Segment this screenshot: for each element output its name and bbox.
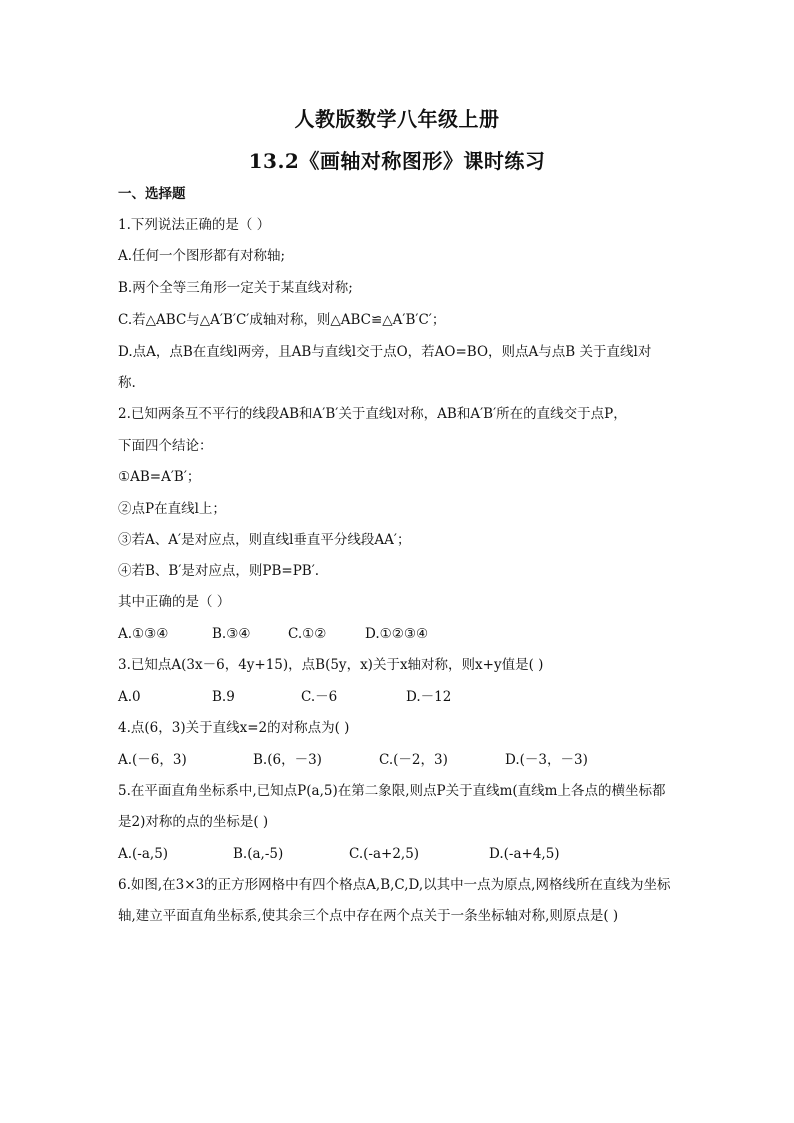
question-6-stem: 6.如图,在3×3的正方形网格中有四个格点A,B,C,D,以其中一点为原点,网格线所在直线为坐标 bbox=[118, 877, 671, 893]
question-2-stem: 2.已知两条互不平行的线段AB和A′B′关于直线l对称，AB和A′B′所在的直线交于点P， bbox=[118, 406, 627, 422]
question-1-option-a: A.任何一个图形都有对称轴; bbox=[118, 248, 286, 264]
question-3-stem: 3.已知点A(3x－6，4y+15)，点B(5y，x)关于x轴对称，则x+y值是( ) bbox=[118, 657, 544, 673]
question-2-option-b: B.③④ bbox=[212, 626, 251, 642]
section-heading: 一、选择题 bbox=[118, 186, 186, 202]
question-4-option-a: A.(－6，3) bbox=[118, 752, 187, 768]
page-title: 人教版数学八年级上册 bbox=[294, 107, 500, 131]
question-3-option-b: B.9 bbox=[212, 689, 235, 705]
page-subtitle: 13.2《画轴对称图形》课时练习 bbox=[248, 149, 546, 173]
question-3-option-a: A.0 bbox=[118, 689, 141, 705]
question-5-option-b: B.(a,-5) bbox=[233, 846, 284, 862]
question-2-conclusion-4: ④若B、B′是对应点，则PB=PB′. bbox=[118, 563, 320, 579]
question-2-stem-cont: 下面四个结论： bbox=[118, 438, 213, 454]
question-5-option-d: D.(-a+4,5) bbox=[489, 846, 560, 862]
question-4-option-b: B.(6，－3) bbox=[253, 752, 322, 768]
question-2-conclusion-3: ③若A、A′是对应点，则直线l垂直平分线段AA′； bbox=[118, 532, 411, 548]
question-4-option-d: D.(－3，－3) bbox=[505, 752, 588, 768]
question-2-ask: 其中正确的是（ ） bbox=[118, 594, 231, 610]
question-1-option-d-cont: 称. bbox=[118, 375, 136, 391]
question-2-option-d: D.①②③④ bbox=[365, 626, 429, 642]
question-3-option-c: C.－6 bbox=[301, 689, 338, 705]
question-5-option-a: A.(-a,5) bbox=[118, 846, 169, 862]
question-2-option-c: C.①② bbox=[288, 626, 327, 642]
question-2-conclusion-1: ①AB=A′B′； bbox=[118, 469, 201, 485]
question-5-stem-cont: 是2)对称的点的坐标是( ) bbox=[118, 814, 269, 830]
question-4-option-c: C.(－2，3) bbox=[379, 752, 448, 768]
question-5-option-c: C.(-a+2,5) bbox=[349, 846, 420, 862]
question-6-stem-cont: 轴,建立平面直角坐标系,使其余三个点中存在两个点关于一条坐标轴对称,则原点是( ) bbox=[118, 908, 619, 924]
question-2-conclusion-2: ②点P在直线l上； bbox=[118, 501, 226, 517]
question-1-option-b: B.两个全等三角形一定关于某直线对称; bbox=[118, 280, 353, 296]
question-1-option-c: C.若△ABC与△A′B′C′成轴对称，则△ABC≌△A′B′C′； bbox=[118, 312, 446, 328]
question-2-option-a: A.①③④ bbox=[118, 626, 169, 642]
question-4-stem: 4.点(6，3)关于直线x=2的对称点为( ) bbox=[118, 720, 350, 736]
question-1-stem: 1.下列说法正确的是（ ） bbox=[118, 217, 271, 233]
question-3-option-d: D.－12 bbox=[406, 689, 452, 705]
question-5-stem: 5.在平面直角坐标系中,已知点P(a,5)在第二象限,则点P关于直线m(直线m上各点的横坐标都 bbox=[118, 783, 666, 799]
question-1-option-d: D.点A，点B在直线l两旁，且AB与直线l交于点O，若AO=BO，则点A与点B 关于直线l对 bbox=[118, 344, 652, 360]
